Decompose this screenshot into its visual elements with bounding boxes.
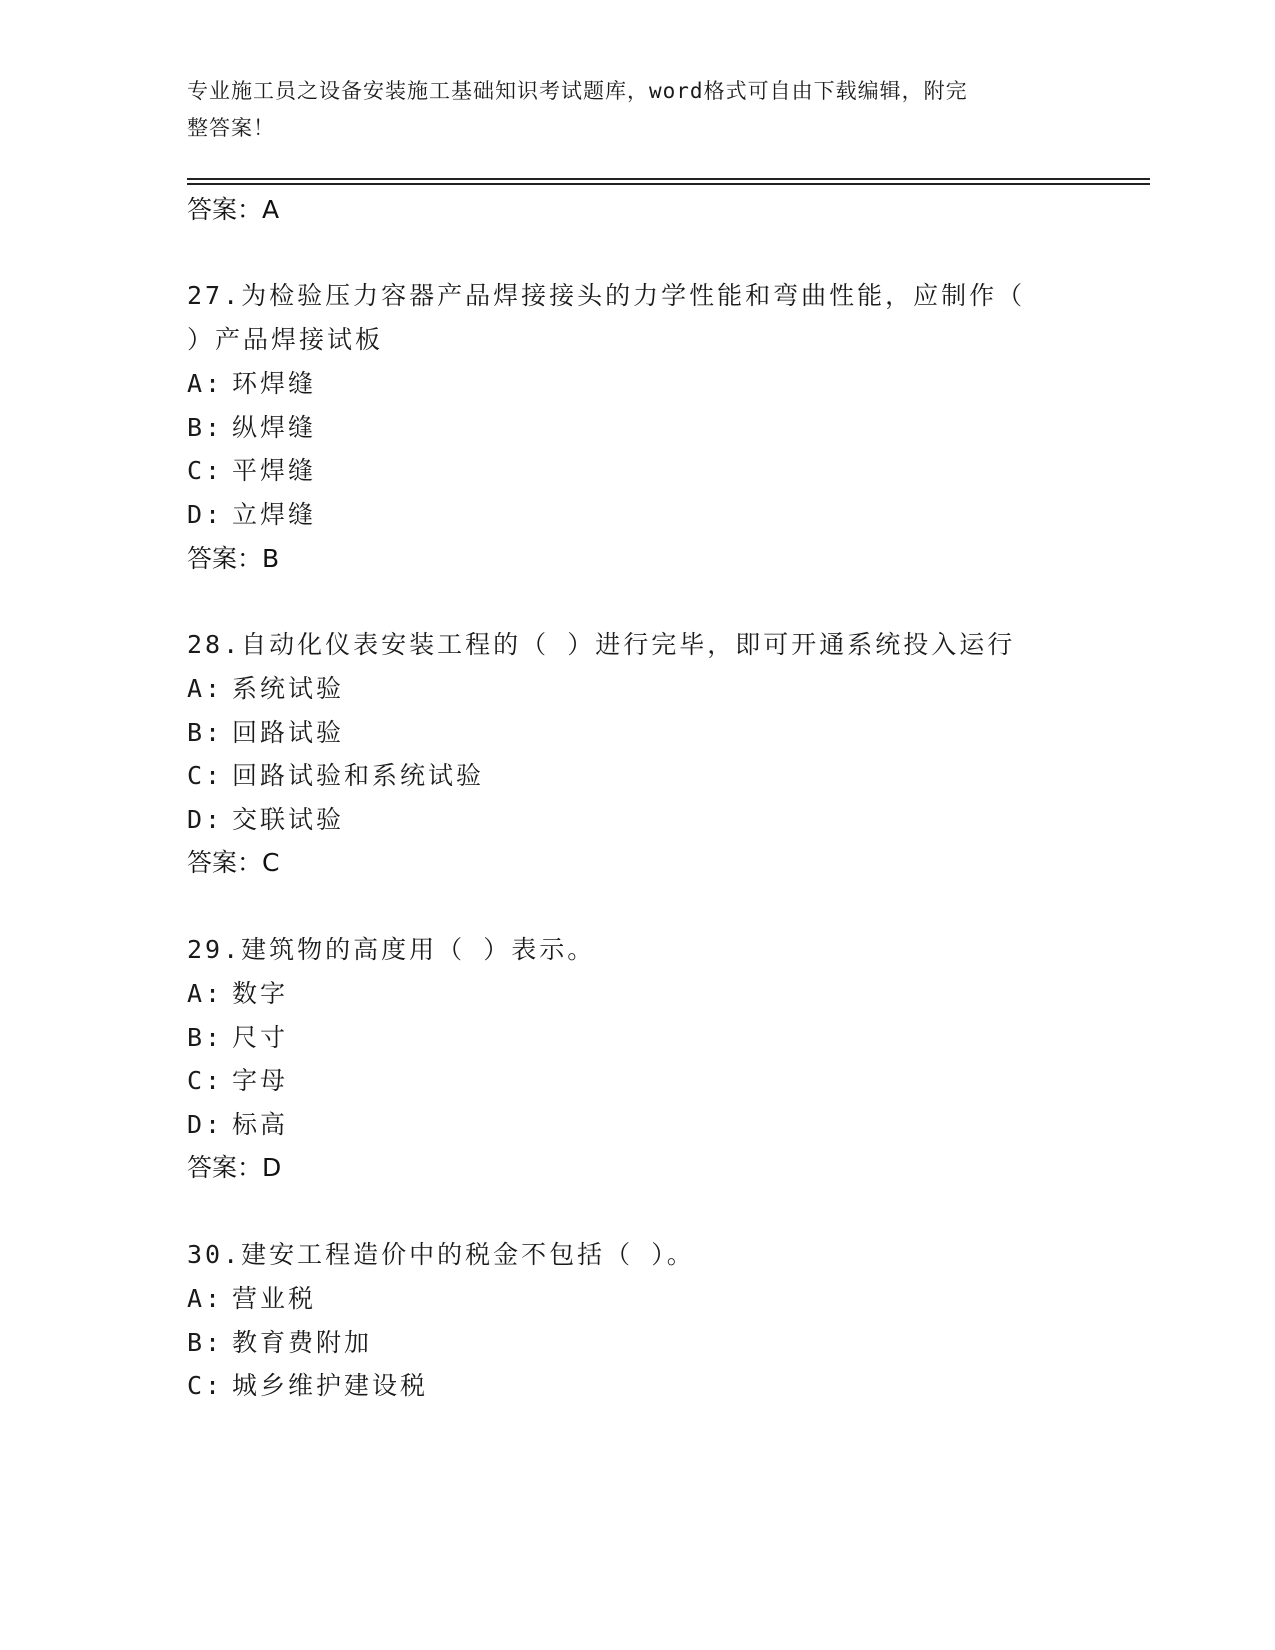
option-label: A:	[187, 674, 224, 703]
option-label: C:	[187, 456, 224, 485]
question-30-stem-line1: 30.建安工程造价中的税金不包括（ ）。	[187, 1240, 695, 1269]
question-29-option-b	[187, 1018, 288, 1054]
option-label: B:	[187, 1023, 224, 1052]
option-label: D:	[187, 500, 224, 529]
question-27-option-c	[187, 451, 316, 487]
question-29-option-c	[187, 1061, 288, 1097]
question-27-option-d	[187, 495, 316, 531]
question-29-answer: 答案：D	[187, 1153, 282, 1182]
option-text: 回路试验和系统试验	[232, 761, 485, 790]
question-30-option-c	[187, 1366, 428, 1402]
option-text: 教育费附加	[232, 1328, 373, 1357]
option-text: 标高	[232, 1110, 289, 1139]
header-line-2: 整答案！	[187, 116, 275, 140]
question-28-option-b	[187, 713, 344, 749]
question-30-option-b	[187, 1323, 372, 1359]
option-label: D:	[187, 1110, 224, 1139]
document-header	[187, 73, 1067, 147]
answer-prev: 答案：A	[187, 195, 280, 224]
option-text: 平焊缝	[232, 456, 317, 485]
question-27-option-b	[187, 408, 316, 444]
question-29-stem-line1: 29.建筑物的高度用（ ）表示。	[187, 935, 596, 964]
question-28-option-a	[187, 669, 344, 705]
option-label: A:	[187, 979, 224, 1008]
option-text: 尺寸	[232, 1023, 289, 1052]
question-27-option-a	[187, 364, 316, 400]
option-label: B:	[187, 718, 224, 747]
option-text: 营业税	[232, 1284, 317, 1313]
option-label: A:	[187, 369, 224, 398]
option-text: 立焊缝	[232, 500, 317, 529]
header-divider-top	[187, 178, 1150, 180]
header-divider-bottom	[187, 183, 1150, 185]
question-29-option-a	[187, 974, 288, 1010]
option-label: B:	[187, 1328, 224, 1357]
option-label: C:	[187, 761, 224, 790]
option-text: 数字	[232, 979, 289, 1008]
option-text: 环焊缝	[232, 369, 317, 398]
question-28-option-d	[187, 800, 344, 836]
question-28-stem-line1: 28.自动化仪表安装工程的（ ）进行完毕，即可开通系统投入运行	[187, 630, 1016, 659]
option-text: 回路试验	[232, 718, 345, 747]
question-28-answer: 答案：C	[187, 848, 280, 877]
question-28-option-c	[187, 756, 484, 792]
question-27-stem-line1: 27.为检验压力容器产品焊接接头的力学性能和弯曲性能，应制作（	[187, 281, 1026, 310]
option-text: 系统试验	[232, 674, 345, 703]
option-text: 纵焊缝	[232, 413, 317, 442]
question-30-option-a	[187, 1279, 316, 1315]
question-27-answer: 答案：B	[187, 544, 280, 573]
question-27-stem-line2: ）产品焊接试板	[187, 325, 384, 354]
option-label: C:	[187, 1371, 224, 1400]
option-text: 交联试验	[232, 805, 345, 834]
option-label: C:	[187, 1066, 224, 1095]
option-text: 字母	[232, 1066, 289, 1095]
option-label: D:	[187, 805, 224, 834]
option-text: 城乡维护建设税	[232, 1371, 429, 1400]
option-label: A:	[187, 1284, 224, 1313]
question-29-option-d	[187, 1105, 288, 1141]
header-line-1: 专业施工员之设备安装施工基础知识考试题库，word格式可自由下载编辑，附完	[187, 79, 968, 103]
option-label: B:	[187, 413, 224, 442]
